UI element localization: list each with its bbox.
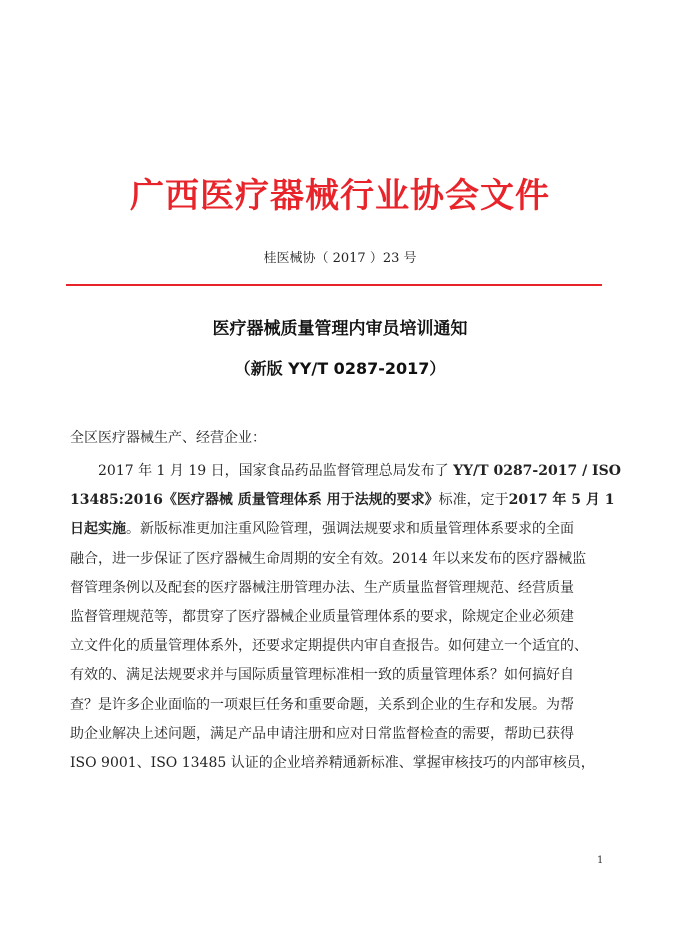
body-line: 督管理条例以及配套的医疗器械注册管理办法、生产质量监督管理规范、经营质量 <box>70 579 574 596</box>
red-divider-line <box>66 284 602 286</box>
document-header-title: 广西医疗器械行业协会文件 <box>130 176 550 216</box>
body-text-bold: YY/T 0287-2017 / ISO <box>453 463 621 479</box>
salutation: 全区医疗器械生产、经营企业： <box>70 430 266 446</box>
body-text-bold: 13485:2016《医疗器械 质量管理体系 用于法规的要求》 <box>70 492 439 509</box>
body-line: ISO 9001、ISO 13485 认证的企业培养精通新标准、掌握审核技巧的内部审核员， <box>70 754 595 771</box>
notice-subtitle: （新版 YY/T 0287-2017） <box>234 359 446 378</box>
document-number: 桂医械协（ 2017 ）23 号 <box>263 251 417 266</box>
page-number: 1 <box>597 855 604 866</box>
body-line: 助企业解决上述问题，满足产品申请注册和应对日常监督检查的需要，帮助已获得 <box>70 725 574 742</box>
body-line: 融合，进一步保证了医疗器械生命周期的安全有效。2014 年以来发布的医疗器械监 <box>70 550 587 567</box>
body-line: 查？是许多企业面临的一项艰巨任务和重要命题，关系到企业的生存和发展。为帮 <box>70 696 574 713</box>
body-line <box>70 486 630 515</box>
body-text: 。新版标准更加注重风险管理，强调法规要求和质量管理体系要求的全面 <box>126 521 574 538</box>
body-line: 有效的、满足法规要求并与国际质量管理标准相一致的质量管理体系？如何搞好自 <box>70 667 574 684</box>
body-line <box>70 457 630 486</box>
body-line: 监督管理规范等，都贯穿了医疗器械企业质量管理体系的要求，除规定企业必须建 <box>70 608 574 625</box>
body-paragraph <box>70 457 630 778</box>
body-text: 标准，定于 <box>438 492 509 509</box>
body-text-bold: 2017 年 5 月 1 <box>508 492 615 509</box>
body-text: 2017 年 1 月 19 日，国家食品药品监督管理总局发布了 <box>98 463 454 479</box>
body-line <box>70 515 630 544</box>
body-text-bold: 日起实施 <box>70 521 126 538</box>
body-line: 立文件化的质量管理体系外，还要求定期提供内审自查报告。如何建立一个适宜的、 <box>70 638 588 655</box>
notice-title: 医疗器械质量管理内审员培训通知 <box>212 319 468 339</box>
